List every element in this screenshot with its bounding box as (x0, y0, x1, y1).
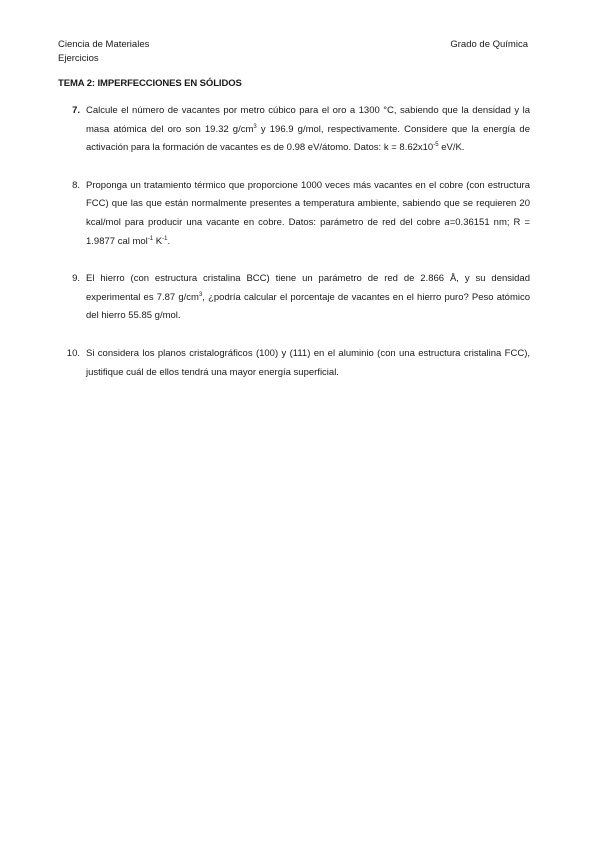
problem-number: 7. (72, 105, 80, 116)
problem-number: 8. (72, 179, 80, 191)
problem-number: 9. (72, 273, 80, 285)
degree-name: Grado de Química (450, 39, 528, 50)
problem-text: Proponga un tratamiento térmico que proporcione 1000 veces más vacantes en el cobre (con estructura FCC) que las que están normalmente presentes a temperatura ambiente, sabiendo que se requieren 20 kcal/mol para producir una vacante en cobre. Datos: parámetro de red del cobre a=0.36151 nm; R = 1.9877 cal mol$^{-1}$ $K^{-1}$. (86, 179, 531, 247)
problem-text: El hierro (con estructura cristalina BCC) tiene un parámetro de red de 2.866 Å, y su densidad experimental es 7.87 $g/cm^3$, ¿podría calcular el porcentaje de vacantes en el hierro puro? Peso atómico del hierro 55.85 g/mol. (86, 273, 530, 322)
problem-8 (58, 177, 530, 251)
header-left (58, 38, 149, 66)
problem-10 (58, 345, 530, 382)
problem-text: Si considera los planos cristalográficos (100) y (111) en el aluminio (con una estructura cristalina FCC), justifique cuál de ellos tendrá una mayor energía superficial. (86, 347, 530, 378)
section-title: TEMA 2: IMPERFECCIONES EN SÓLIDOS (58, 78, 242, 89)
problem-9 (58, 270, 530, 326)
problem-number: 10. (66, 347, 80, 359)
problem-7 (58, 102, 530, 158)
document-subtitle: Ejercicios (58, 53, 99, 64)
problem-text: Calcule el número de vacantes por metro cúbico para el oro a 1300 °C, sabiendo que la densidad y la masa atómica del oro son 19.32 $g/cm^3$ y 196.9 g/mol, respectivamente. Considere que la energía de activación para la formación de vacantes es de 0.98 eV/átomo. Datos: $k = 8.62x10^{-5}$ eV/K. (86, 105, 530, 154)
course-name: Ciencia de Materiales (58, 39, 150, 50)
problem-list (58, 102, 530, 401)
